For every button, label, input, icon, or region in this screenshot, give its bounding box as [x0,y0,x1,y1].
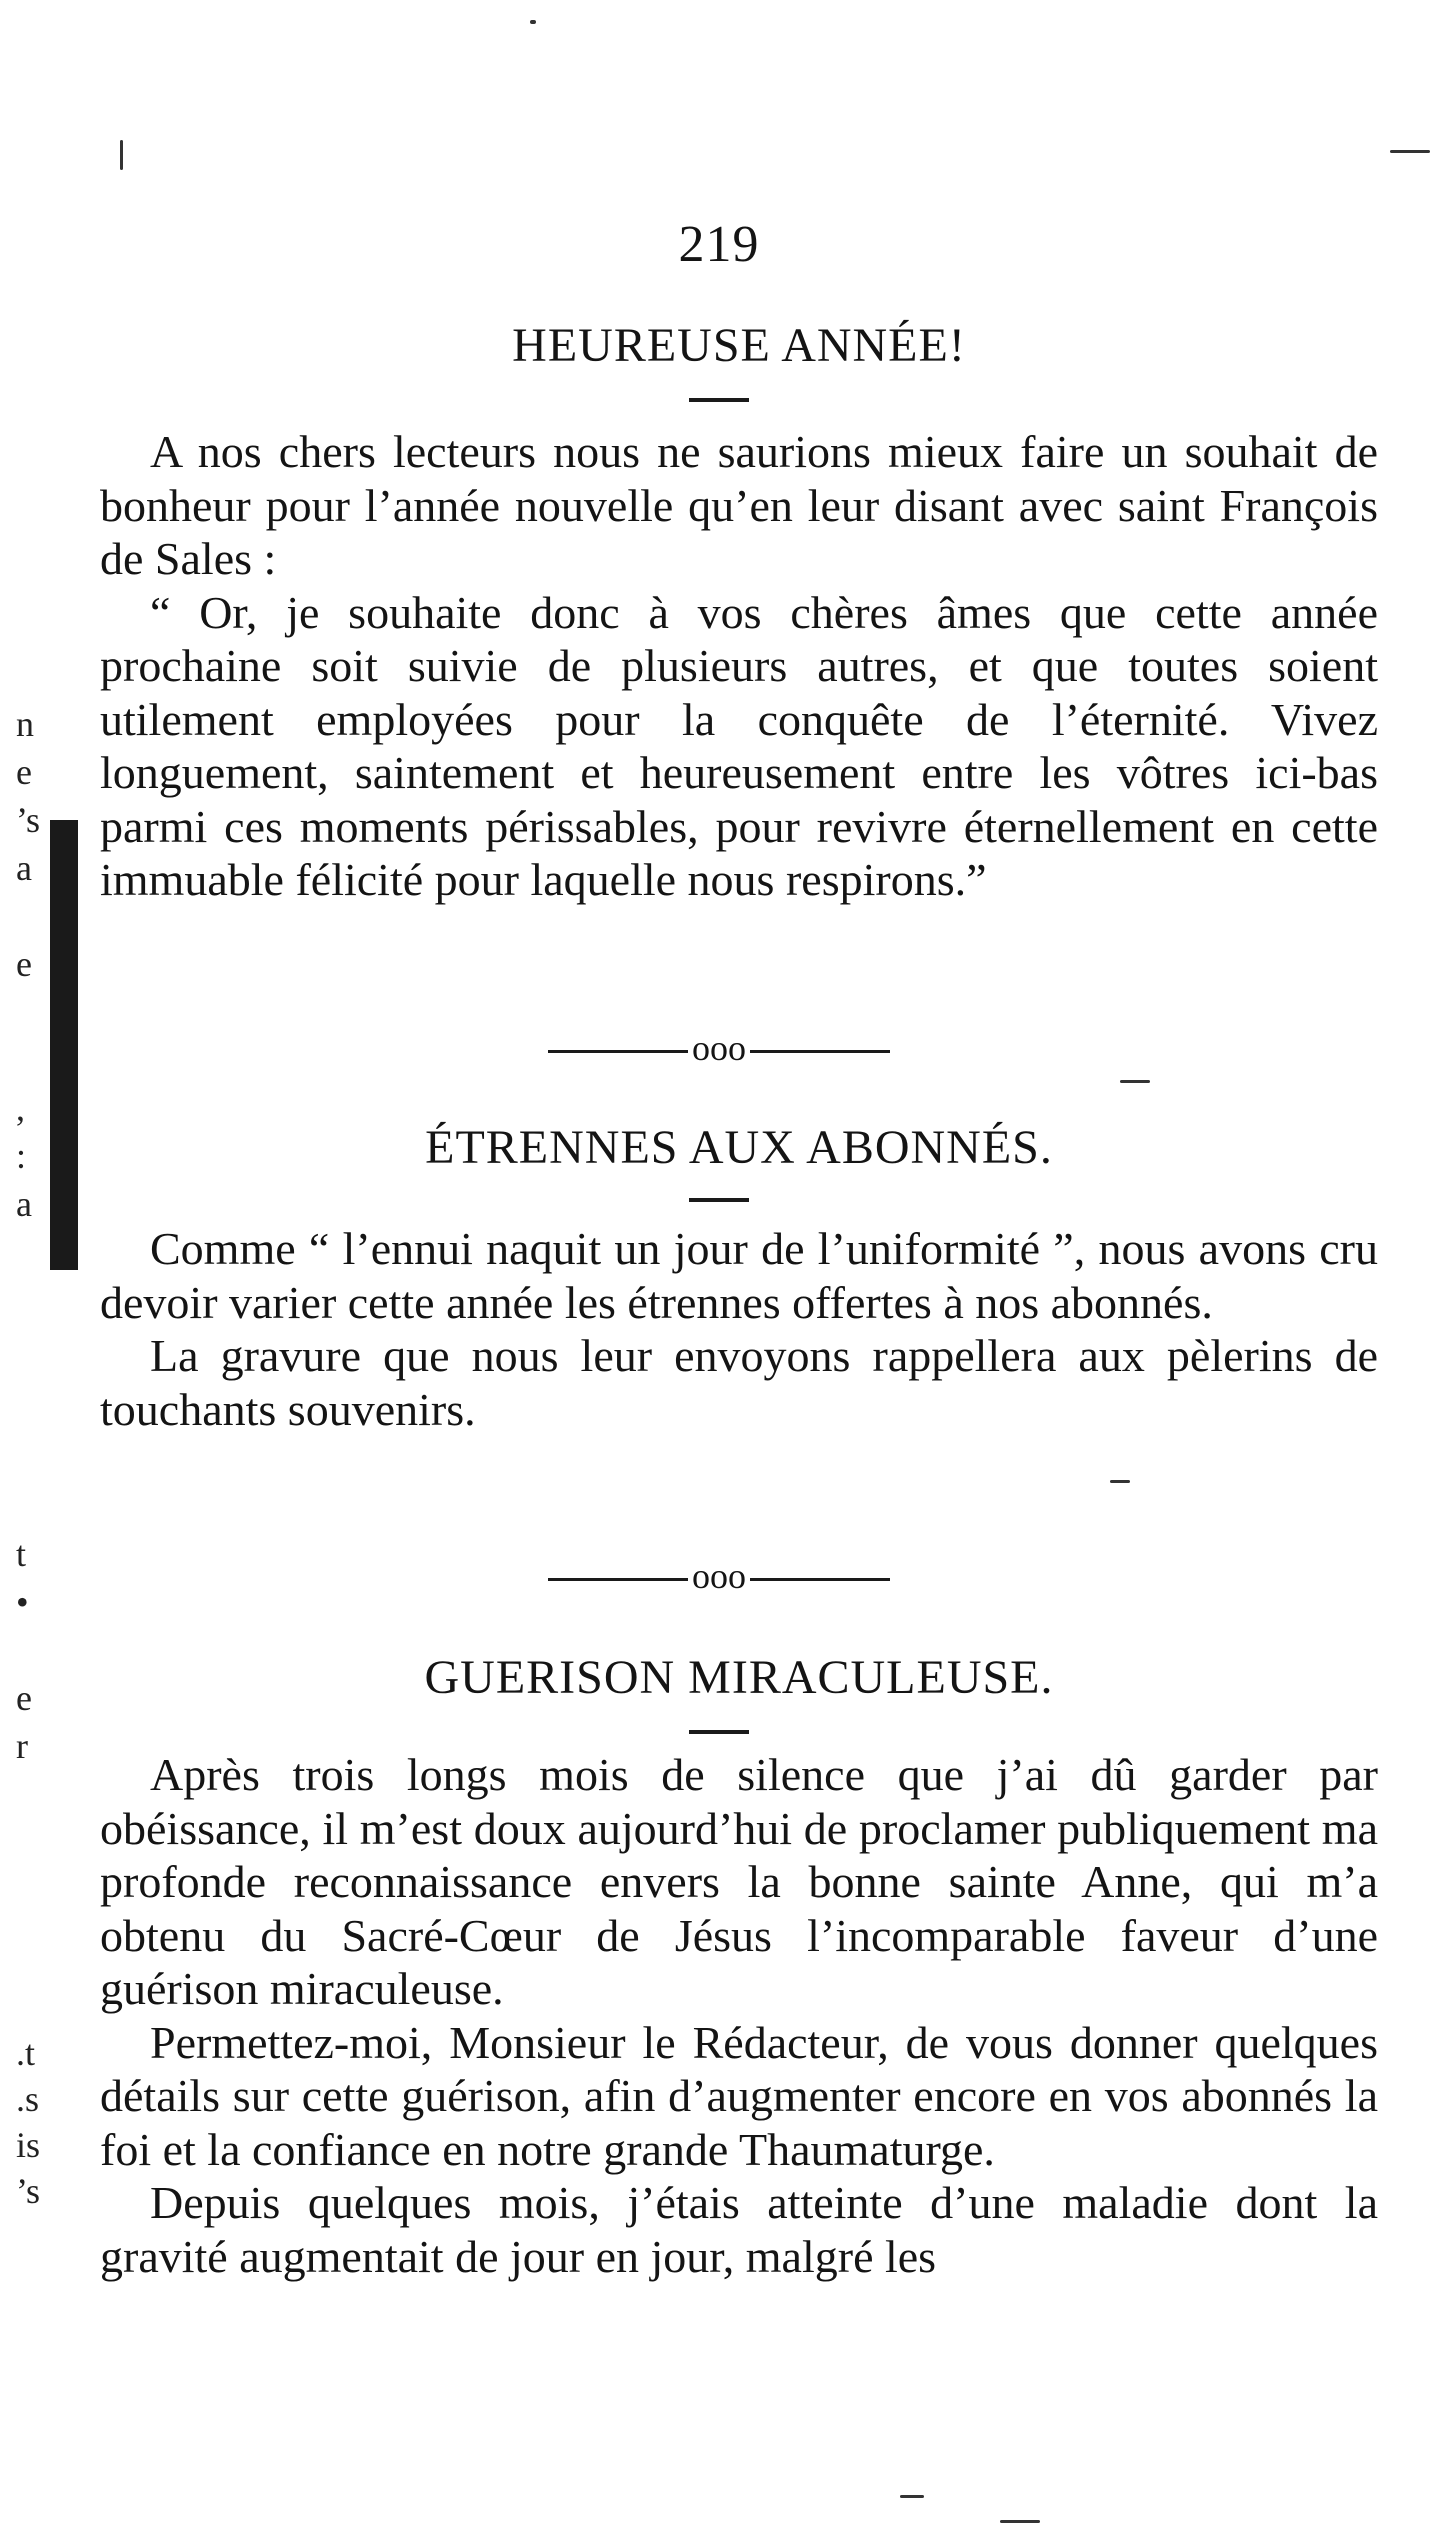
margin-fragment: • [16,1582,29,1622]
margin-fragment: r [16,1726,28,1766]
margin-fragment: a [16,1184,32,1224]
heading-etrennes-aux-abonnes: ÉTRENNES AUX ABONNÉS. [425,1121,1053,1174]
margin-fragment: is [16,2125,41,2165]
margin-fragment: e [16,752,32,792]
margin-fragment [16,892,40,940]
margin-fragment: , [16,1088,25,1128]
margin-fragment: n [16,704,34,744]
scan-speck [900,2495,924,2498]
margin-fragment [16,1626,32,1674]
heading-guerison-miraculeuse: GUERISON MIRACULEUSE. [424,1651,1054,1704]
margin-fragment: e [16,944,32,984]
margin-fragment: ’s [16,800,41,840]
margin-fragment: .s [16,2079,40,2119]
separator: ooo [0,1555,1438,1597]
margin-fragment: a [16,848,32,888]
scan-speck [530,20,536,24]
paragraph: A nos chers lecteurs nous ne saurions mieux faire un souhait de bonheur pour l’année nouvelle qu’en leur disant avec saint François de Sales : [100,426,1378,584]
heading-dash [689,1730,749,1734]
margin-fragment: .t [16,2033,36,2073]
scan-speck [1390,150,1430,153]
paragraph: “ Or, je souhaite donc à vos chères âmes que cette année prochaine soit suivie de plusieurs autres, et que toutes soient utilement employées pour la conquête de l’éternité. Vivez longuement, saintement et heureusement entre les vôtres ici-bas parmi ces moments périssables, pour revivre éternellement en cette immuable félicité pour laquelle nous respirons.” [100,586,1378,905]
section-guerison-body [100,1748,1378,2283]
margin-fragments-lower [16,2030,40,2214]
scan-speck [1000,2520,1040,2523]
section-heureuse-annee-body [100,425,1378,907]
scan-speck [1120,1080,1150,1083]
scan-speck [120,140,123,170]
scan-speck [1110,1480,1130,1483]
section-etrennes-body [100,1222,1378,1436]
margin-fragment: ’s [16,2171,41,2211]
margin-fragment: : [16,1136,27,1176]
margin-fragments-upper [16,700,40,1228]
margin-fragment: e [16,1678,32,1718]
heading-heureuse-annee: HEUREUSE ANNÉE! [512,319,966,372]
paragraph: Après trois longs mois de silence que j’ai dû garder par obéissance, il m’est doux aujourd’hui de proclamer publiquement ma profonde reconnaissance envers la bonne sainte Anne, qui m’a obtenu du Sacré-Cœur de Jésus l’incomparable faveur d’une guérison miraculeuse. [100,1749,1378,2014]
paragraph: Comme “ l’ennui naquit un jour de l’uniformité ”, nous avons cru devoir varier cette année les étrennes offertes à nos abonnés. [100,1223,1378,1328]
heading-dash [689,1198,749,1202]
page-number: 219 [678,216,760,273]
paragraph: Permettez-moi, Monsieur le Rédacteur, de vous donner quelques détails sur cette guérison, afin d’augmenter encore en vos abonnés la foi et la confiance en notre grande Thaumaturge. [100,2016,1378,2175]
heading-dash [689,398,749,402]
paragraph: La gravure que nous leur envoyons rappellera aux pèlerins de touchants souvenirs. [100,1330,1378,1435]
paragraph: Depuis quelques mois, j’étais atteinte d’une maladie dont la gravité augmentait de jour en jour, malgré les [100,2177,1378,2282]
margin-fragment: t [16,1534,27,1574]
separator: ooo [0,1027,1438,1069]
